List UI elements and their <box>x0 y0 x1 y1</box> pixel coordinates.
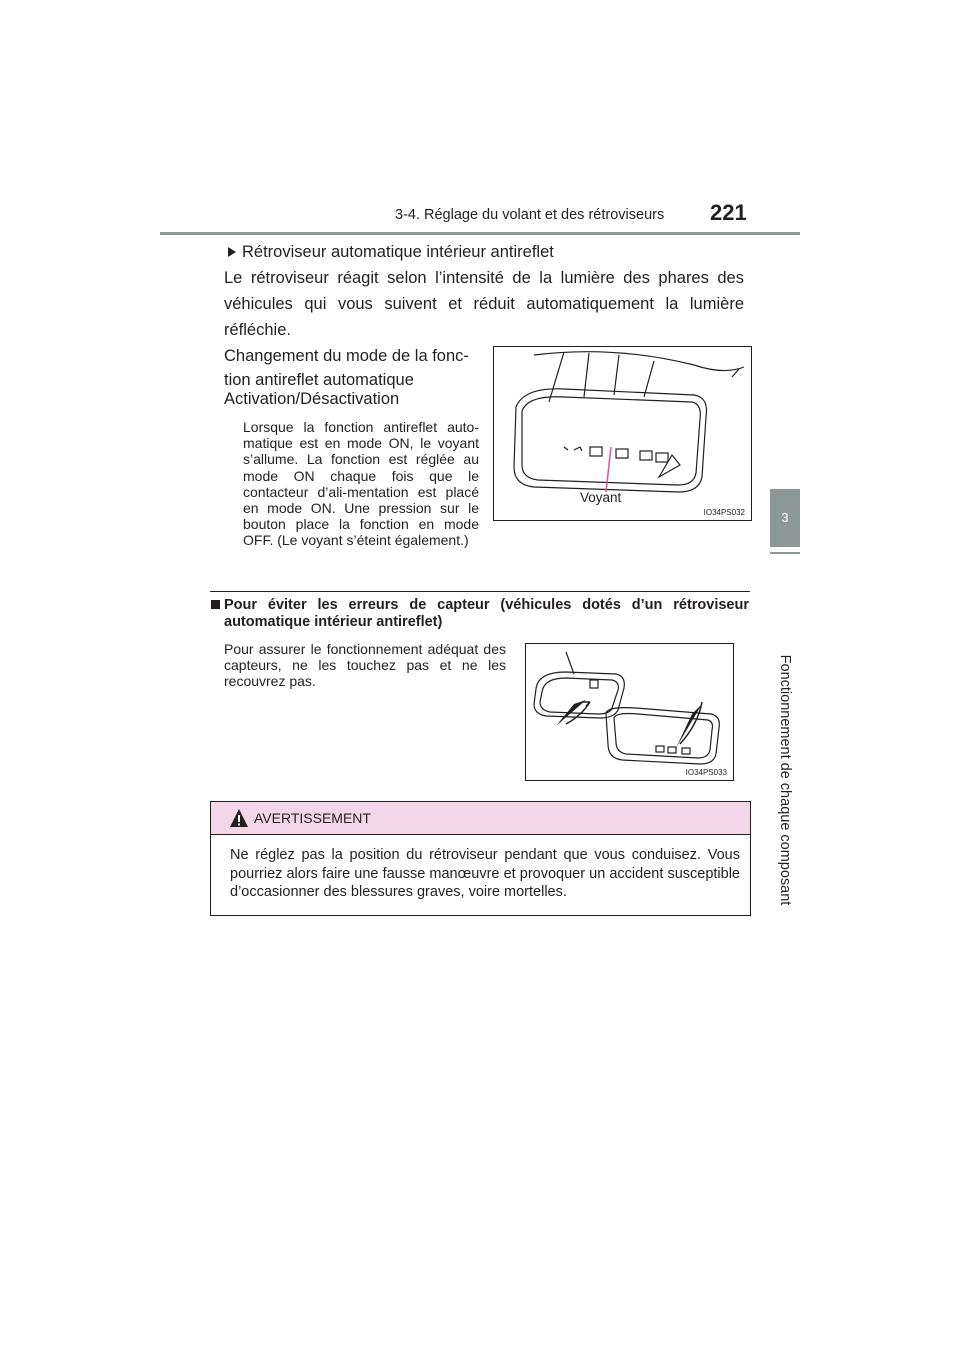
figure-code: IO34PS033 <box>685 768 727 777</box>
running-header: 3-4. Réglage du volant et des rétroviseurs <box>395 207 665 223</box>
intro-paragraph: Le rétroviseur réagit selon l’intensité de la lumière des phares des véhicules qui vous suivent et réduit automatiquement la lumière réfléchie. <box>224 269 744 339</box>
warning-triangle-icon <box>229 808 249 828</box>
warning-label: AVERTISSEMENT <box>254 810 371 826</box>
header-rule <box>160 232 800 235</box>
sensor-heading: Pour éviter les erreurs de capteur (véhicules dotés d’un rétroviseur automatique intérieur antireflet) <box>224 597 749 630</box>
chapter-title-vertical: Fonctionnement de chaque composant <box>777 654 793 906</box>
sensor-illustration <box>526 644 733 780</box>
warning-text: Ne réglez pas la position du rétroviseur pendant que vous conduisez. Vous pourriez alors faire une fausse manœuvre et provoquer un accident susceptible d’occasionner des blessures graves, voire mortelles. <box>230 847 740 900</box>
sensor-paragraph: Pour assurer le fonctionnement adéquat des capteurs, ne les touchez pas et ne les recouvrez pas. <box>224 641 506 690</box>
mirror-illustration <box>494 347 751 520</box>
warning-header <box>211 802 750 835</box>
section-divider <box>210 591 750 592</box>
indicator-note: Lorsque la fonction antireflet auto-matique est en mode ON, le voyant s’allume. La fonction est réglée au mode ON chaque fois que le contacteur d’ali-mentation est placé en mode ON. Une pression sur le bouton place la fonction en mode OFF. (Le voyant s’éteint également.) <box>243 419 479 549</box>
warning-box <box>210 801 751 916</box>
subheading: Changement du mode de la fonc-tion antireflet automatique <box>224 347 469 389</box>
chapter-tab-rule <box>770 552 800 554</box>
figure-code: IO34PS032 <box>703 508 745 517</box>
indicator-callout-label: Voyant <box>580 490 622 505</box>
section-heading-text: Rétroviseur automatique intérieur antireflet <box>242 243 554 261</box>
triangle-bullet-icon <box>228 247 236 257</box>
sensor-figure <box>525 643 734 781</box>
section-heading <box>228 243 554 262</box>
action-label: Activation/Désactivation <box>224 390 400 408</box>
chapter-tab: 3 <box>770 489 800 547</box>
mirror-figure <box>493 346 752 521</box>
page-number: 221 <box>710 200 747 225</box>
square-bullet-icon <box>211 600 220 609</box>
